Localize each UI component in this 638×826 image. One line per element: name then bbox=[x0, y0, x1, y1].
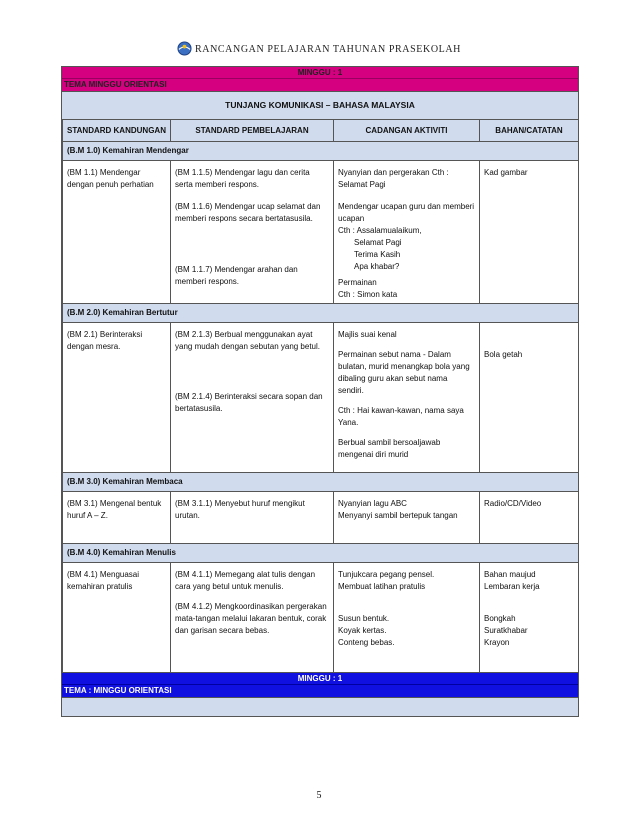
lesson-plan-table bbox=[61, 66, 579, 717]
page-number: 5 bbox=[316, 790, 322, 801]
pembelajaran-item: (BM 4.1.1) Memegang alat tulis dengan cara yang betul untuk menulis. bbox=[175, 570, 316, 591]
week-band-top bbox=[62, 67, 578, 91]
kandungan-text: (BM 3.1) Mengenal bentuk huruf A – Z. bbox=[67, 499, 162, 520]
kandungan-text: (BM 4.1) Menguasai kemahiran pratulis bbox=[67, 570, 140, 591]
theme-label: TEMA : MINGGU ORIENTASI bbox=[62, 684, 578, 697]
section-content-row bbox=[63, 161, 579, 304]
aktiviti-item: Terima Kasih bbox=[354, 250, 401, 259]
kandungan-text: (BM 1.1) Mendengar dengan penuh perhatian bbox=[67, 168, 154, 189]
week-label: MINGGU : 1 bbox=[297, 674, 343, 683]
bahan-item: Bongkah bbox=[484, 614, 516, 623]
col-header-pembelajaran: STANDARD PEMBELAJARAN bbox=[171, 120, 334, 142]
bahan-item: Krayon bbox=[484, 638, 510, 647]
col-header-kandungan: STANDARD KANDUNGAN bbox=[63, 120, 171, 142]
col-header-bahan: BAHAN/CATATAN bbox=[480, 120, 579, 142]
bahan-item: Kad gambar bbox=[484, 168, 528, 177]
section-title: (B.M 4.0) Kemahiran Menulis bbox=[63, 544, 579, 563]
bahan-item: Bola getah bbox=[484, 350, 523, 359]
bahan-item: Radio/CD/Video bbox=[484, 499, 542, 508]
aktiviti-item: Apa khabar? bbox=[354, 262, 400, 271]
aktiviti-item: Mendengar ucapan guru dan memberi ucapan bbox=[338, 202, 475, 223]
aktiviti-item: Koyak kertas. bbox=[338, 626, 387, 635]
content-table bbox=[62, 119, 579, 673]
aktiviti-item: Permainan bbox=[338, 278, 377, 287]
bahan-item: Lembaran kerja bbox=[484, 582, 540, 591]
theme-label: TEMA MINGGU ORIENTASI bbox=[62, 78, 578, 91]
tunjang-title: TUNJANG KOMUNIKASI – BAHASA MALAYSIA bbox=[62, 91, 578, 119]
week-label: MINGGU : 1 bbox=[297, 68, 343, 77]
column-header-row bbox=[63, 120, 579, 142]
aktiviti-item: Majlis suai kenal bbox=[338, 330, 397, 339]
section-content-row bbox=[63, 492, 579, 544]
aktiviti-item: Permainan sebut nama - Dalam bulatan, murid menangkap bola yang dibaling guru akan sebut nama sendiri. bbox=[338, 350, 470, 395]
pembelajaran-item: (BM 1.1.6) Mendengar ucap selamat dan memberi respons secara bertatasusila. bbox=[175, 202, 321, 223]
pembelajaran-item: (BM 2.1.4) Berinteraksi secara sopan dan bertatasusila. bbox=[175, 392, 323, 413]
page-header bbox=[0, 41, 638, 56]
pembelajaran-item: (BM 2.1.3) Berbual menggunakan ayat yang mudah dengan sebutan yang betul. bbox=[175, 330, 321, 351]
aktiviti-item: Selamat Pagi bbox=[354, 238, 402, 247]
section-title-row bbox=[63, 544, 579, 563]
aktiviti-item: Membuat latihan pratulis bbox=[338, 582, 426, 591]
aktiviti-item: Conteng bebas. bbox=[338, 638, 395, 647]
header-title: RANCANGAN PELAJARAN TAHUNAN PRASEKOLAH bbox=[195, 44, 461, 55]
aktiviti-item: Nyanyian dan pergerakan Cth : Selamat Pagi bbox=[338, 168, 449, 189]
section-title: (B.M 3.0) Kemahiran Membaca bbox=[63, 473, 579, 492]
col-header-aktiviti: CADANGAN AKTIVITI bbox=[334, 120, 480, 142]
bottom-strip bbox=[62, 697, 578, 716]
aktiviti-item: Tunjukcara pegang pensel. bbox=[338, 570, 435, 579]
bahan-item: Bahan maujud bbox=[484, 570, 536, 579]
section-title: (B.M 1.0) Kemahiran Mendengar bbox=[63, 142, 579, 161]
week-band-bottom bbox=[62, 673, 578, 697]
pembelajaran-item: (BM 1.1.5) Mendengar lagu dan cerita serta memberi respons. bbox=[175, 168, 310, 189]
ministry-logo-icon bbox=[177, 41, 192, 56]
pembelajaran-item: (BM 1.1.7) Mendengar arahan dan memberi respons. bbox=[175, 265, 298, 286]
bahan-item: Suratkhabar bbox=[484, 626, 528, 635]
aktiviti-item: Cth : Hai kawan-kawan, nama saya Yana. bbox=[338, 406, 464, 427]
aktiviti-item: Cth : Assalamualaikum, bbox=[338, 226, 422, 235]
pembelajaran-item: (BM 4.1.2) Mengkoordinasikan pergerakan mata-tangan melalui lakaran bentuk, corak dan garisan secara bebas. bbox=[175, 602, 327, 635]
pembelajaran-item: (BM 3.1.1) Menyebut huruf mengikut urutan. bbox=[175, 499, 305, 520]
section-content-row bbox=[63, 323, 579, 473]
section-title-row bbox=[63, 304, 579, 323]
section-title-row bbox=[63, 142, 579, 161]
section-content-row bbox=[63, 563, 579, 673]
aktiviti-item: Susun bentuk. bbox=[338, 614, 390, 623]
aktiviti-item: Nyanyian lagu ABC bbox=[338, 499, 407, 508]
section-title: (B.M 2.0) Kemahiran Bertutur bbox=[63, 304, 579, 323]
aktiviti-item: Cth : Simon kata bbox=[338, 290, 398, 299]
section-title-row bbox=[63, 473, 579, 492]
aktiviti-item: Berbual sambil bersoaljawab mengenai diri murid bbox=[338, 438, 441, 459]
aktiviti-item: Menyanyi sambil bertepuk tangan bbox=[338, 511, 458, 520]
kandungan-text: (BM 2.1) Berinteraksi dengan mesra. bbox=[67, 330, 143, 351]
